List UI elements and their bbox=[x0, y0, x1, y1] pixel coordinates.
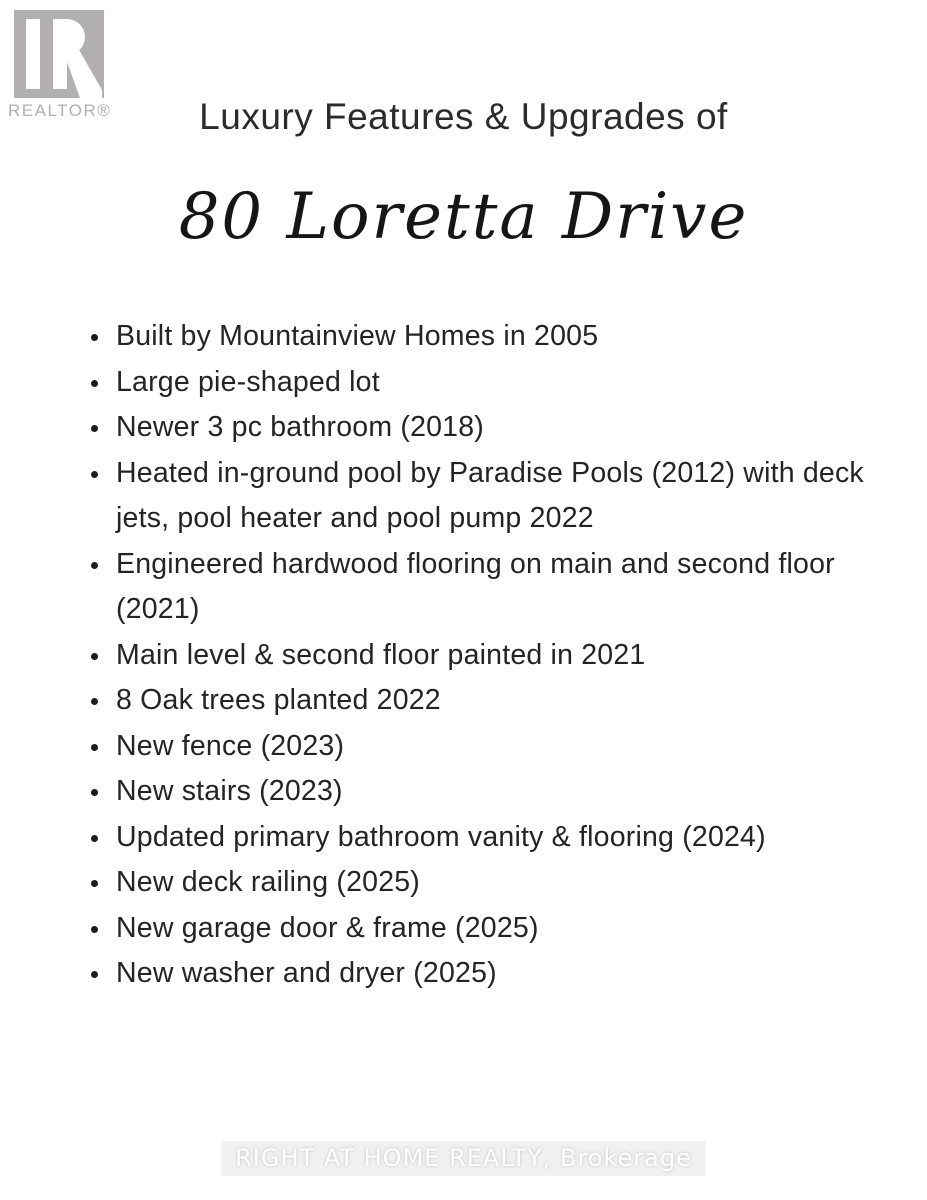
feature-item: • Newer 3 pc bathroom (2018) bbox=[112, 405, 904, 451]
feature-item: • Main level & second floor painted in 2021 bbox=[112, 633, 904, 679]
feature-item: • New deck railing (2025) bbox=[112, 860, 904, 906]
page-title: Luxury Features & Upgrades of bbox=[199, 96, 728, 137]
realtor-block-r-icon bbox=[14, 10, 104, 98]
feature-item: • New washer and dryer (2025) bbox=[112, 951, 904, 997]
feature-item: • Built by Mountainview Homes in 2005 bbox=[112, 314, 904, 360]
realtor-wordmark: REALTOR® bbox=[8, 101, 112, 120]
property-name-title: 80 Loretta Drive bbox=[178, 180, 749, 254]
feature-item: • Engineered hardwood flooring on main and second floor (2021) bbox=[112, 542, 904, 633]
feature-item: • New stairs (2023) bbox=[112, 769, 904, 815]
feature-item: • Large pie-shaped lot bbox=[112, 360, 904, 406]
feature-list bbox=[82, 314, 904, 997]
brokerage-watermark: RIGHT AT HOME REALTY, Brokerage bbox=[221, 1141, 706, 1176]
feature-item: • 8 Oak trees planted 2022 bbox=[112, 678, 904, 724]
feature-item: • Updated primary bathroom vanity & flooring (2024) bbox=[112, 815, 904, 861]
feature-item: • New garage door & frame (2025) bbox=[112, 906, 904, 952]
feature-item: • Heated in-ground pool by Paradise Pools (2012) with deck jets, pool heater and pool pump 2022 bbox=[112, 451, 904, 542]
feature-item: • New fence (2023) bbox=[112, 724, 904, 770]
